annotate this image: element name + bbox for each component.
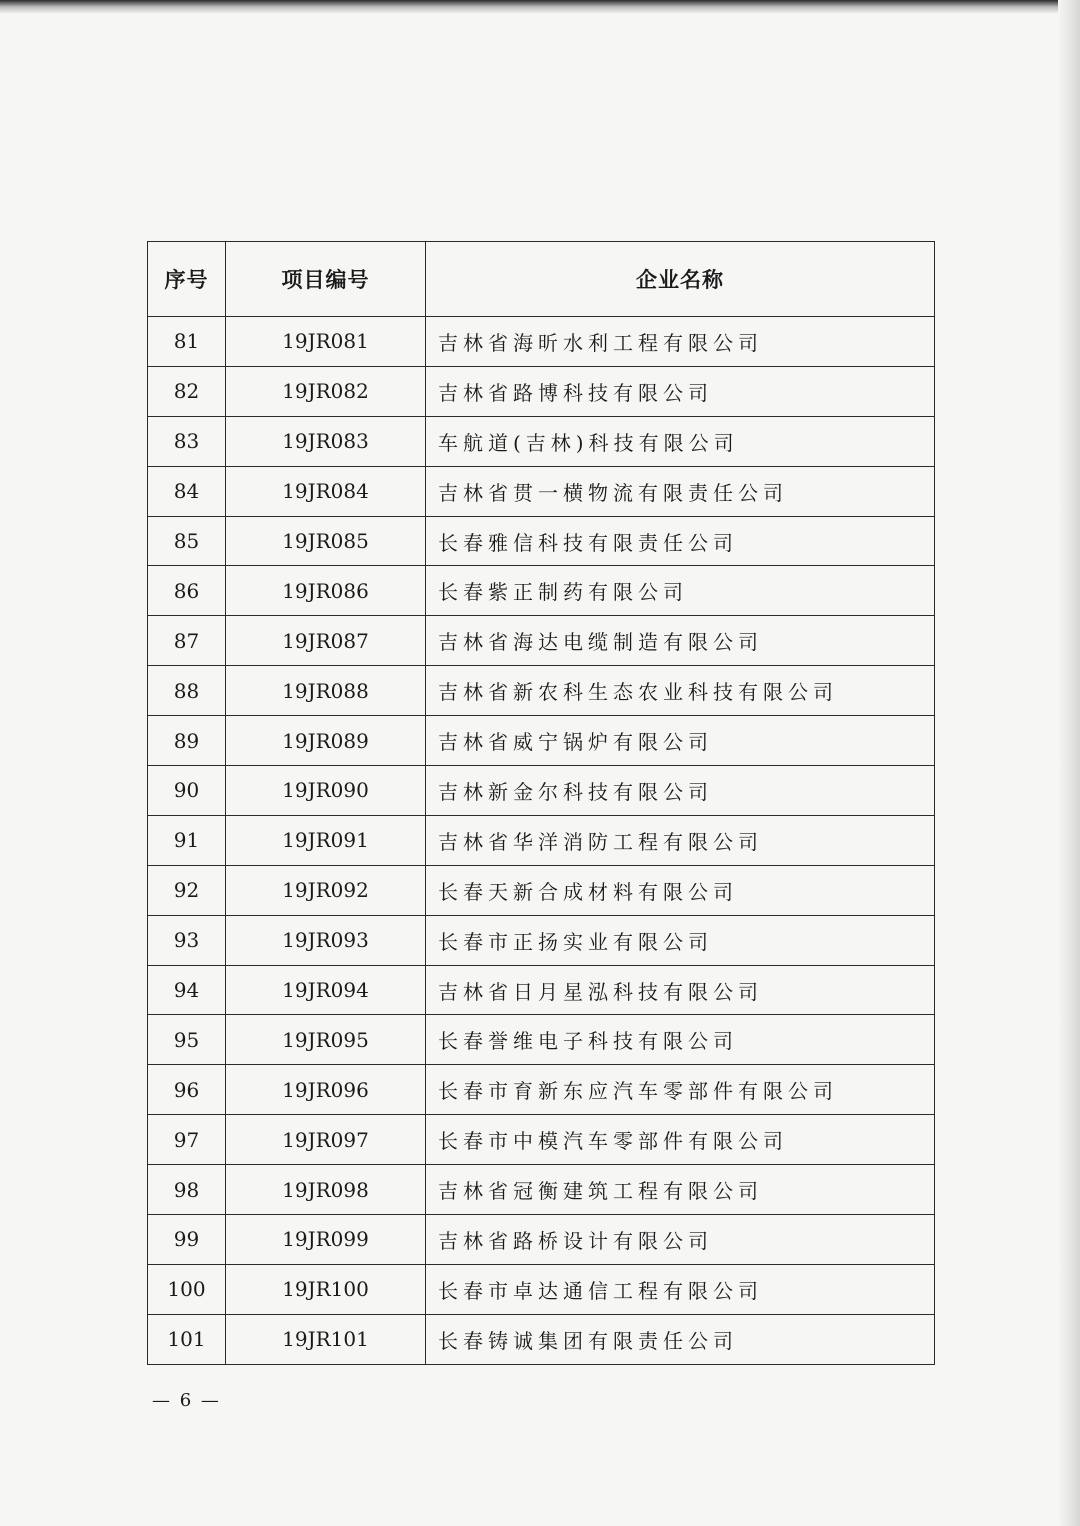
cell-company-name: 吉林省威宁锅炉有限公司	[426, 716, 935, 766]
cell-project-code: 19JR084	[226, 466, 426, 516]
cell-serial: 99	[148, 1215, 226, 1265]
cell-project-code: 19JR101	[226, 1314, 426, 1364]
cell-serial: 89	[148, 716, 226, 766]
cell-project-code: 19JR083	[226, 416, 426, 466]
table-header-row	[148, 242, 935, 317]
cell-serial: 94	[148, 965, 226, 1015]
cell-company-name: 吉林省华洋消防工程有限公司	[426, 815, 935, 865]
cell-serial: 81	[148, 317, 226, 367]
cell-serial: 86	[148, 566, 226, 616]
cell-project-code: 19JR100	[226, 1264, 426, 1314]
table-row	[148, 416, 935, 466]
enterprise-table	[147, 241, 935, 1365]
cell-serial: 98	[148, 1165, 226, 1215]
cell-company-name: 吉林省路博科技有限公司	[426, 366, 935, 416]
table-row	[148, 366, 935, 416]
cell-company-name: 长春市中模汽车零部件有限公司	[426, 1115, 935, 1165]
table-row	[148, 616, 935, 666]
header-company-name: 企业名称	[426, 242, 935, 317]
cell-serial: 91	[148, 815, 226, 865]
cell-company-name: 长春市正扬实业有限公司	[426, 915, 935, 965]
cell-serial: 84	[148, 466, 226, 516]
table-row	[148, 865, 935, 915]
cell-serial: 90	[148, 766, 226, 816]
table-row	[148, 1065, 935, 1115]
cell-project-code: 19JR092	[226, 865, 426, 915]
cell-project-code: 19JR096	[226, 1065, 426, 1115]
cell-company-name: 吉林省海昕水利工程有限公司	[426, 317, 935, 367]
cell-company-name: 吉林省海达电缆制造有限公司	[426, 616, 935, 666]
cell-project-code: 19JR095	[226, 1015, 426, 1065]
cell-project-code: 19JR099	[226, 1215, 426, 1265]
table-row	[148, 815, 935, 865]
cell-company-name: 长春雅信科技有限责任公司	[426, 516, 935, 566]
table-row	[148, 1115, 935, 1165]
table-row	[148, 666, 935, 716]
cell-project-code: 19JR081	[226, 317, 426, 367]
cell-project-code: 19JR089	[226, 716, 426, 766]
cell-project-code: 19JR091	[226, 815, 426, 865]
cell-serial: 93	[148, 915, 226, 965]
cell-project-code: 19JR098	[226, 1165, 426, 1215]
cell-company-name: 长春天新合成材料有限公司	[426, 865, 935, 915]
table-row	[148, 766, 935, 816]
cell-serial: 83	[148, 416, 226, 466]
cell-serial: 85	[148, 516, 226, 566]
cell-company-name: 吉林省日月星泓科技有限公司	[426, 965, 935, 1015]
header-project-code: 项目编号	[226, 242, 426, 317]
cell-company-name: 吉林省贯一横物流有限责任公司	[426, 466, 935, 516]
cell-company-name: 长春紫正制药有限公司	[426, 566, 935, 616]
cell-company-name: 长春铸诚集团有限责任公司	[426, 1314, 935, 1364]
cell-project-code: 19JR085	[226, 516, 426, 566]
cell-serial: 101	[148, 1314, 226, 1364]
cell-serial: 87	[148, 616, 226, 666]
table-row	[148, 915, 935, 965]
cell-project-code: 19JR090	[226, 766, 426, 816]
table-row	[148, 1314, 935, 1364]
page-number: — 6 —	[152, 1390, 221, 1411]
table-row	[148, 317, 935, 367]
cell-project-code: 19JR086	[226, 566, 426, 616]
cell-serial: 88	[148, 666, 226, 716]
cell-serial: 97	[148, 1115, 226, 1165]
table-row	[148, 1215, 935, 1265]
cell-project-code: 19JR087	[226, 616, 426, 666]
cell-company-name: 长春市育新东应汽车零部件有限公司	[426, 1065, 935, 1115]
table-row	[148, 516, 935, 566]
cell-company-name: 长春市卓达通信工程有限公司	[426, 1264, 935, 1314]
table-row	[148, 1015, 935, 1065]
cell-project-code: 19JR082	[226, 366, 426, 416]
cell-company-name: 吉林省路桥设计有限公司	[426, 1215, 935, 1265]
table-row	[148, 1264, 935, 1314]
table-row	[148, 1165, 935, 1215]
cell-serial: 82	[148, 366, 226, 416]
cell-serial: 96	[148, 1065, 226, 1115]
cell-company-name: 吉林省冠衡建筑工程有限公司	[426, 1165, 935, 1215]
cell-company-name: 长春誉维电子科技有限公司	[426, 1015, 935, 1065]
cell-project-code: 19JR093	[226, 915, 426, 965]
cell-project-code: 19JR088	[226, 666, 426, 716]
cell-serial: 92	[148, 865, 226, 915]
table-body	[148, 317, 935, 1365]
cell-project-code: 19JR097	[226, 1115, 426, 1165]
header-serial: 序号	[148, 242, 226, 317]
cell-company-name: 吉林省新农科生态农业科技有限公司	[426, 666, 935, 716]
scan-top-edge	[0, 0, 1080, 14]
table-row	[148, 566, 935, 616]
cell-project-code: 19JR094	[226, 965, 426, 1015]
cell-company-name: 吉林新金尔科技有限公司	[426, 766, 935, 816]
scan-right-edge	[1058, 0, 1080, 1526]
table-row	[148, 716, 935, 766]
table-row	[148, 466, 935, 516]
table-row	[148, 965, 935, 1015]
cell-serial: 100	[148, 1264, 226, 1314]
cell-company-name: 车航道(吉林)科技有限公司	[426, 416, 935, 466]
cell-serial: 95	[148, 1015, 226, 1065]
